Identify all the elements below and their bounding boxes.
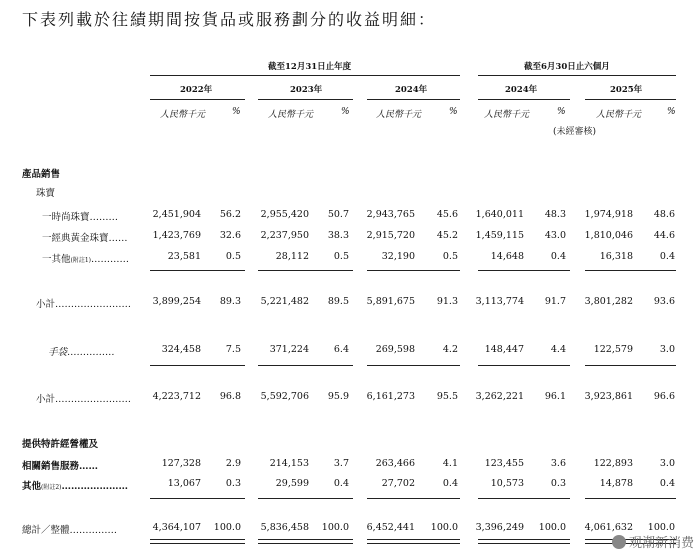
half-period-header: 截至6月30日止六個月 [524, 62, 610, 72]
subtotal2-cell-pct: 95.5 [436, 391, 458, 402]
franchise-cell-pct: 3.6 [550, 458, 566, 469]
row-handbag-label: 手袋…………… [48, 347, 115, 358]
year-2024-h1: 2024年 [505, 85, 538, 95]
classic-cell-amount: 2,237,950 [260, 230, 309, 241]
total-cell-amount: 6,452,441 [366, 522, 415, 533]
pct-header: % [232, 107, 241, 117]
double-rule [150, 539, 245, 544]
subtotal2-cell-amount: 4,223,712 [152, 391, 201, 402]
others_j-cell-pct: 0.4 [659, 251, 675, 262]
subtotal1-cell-pct: 91.3 [436, 296, 458, 307]
year-rule [478, 99, 570, 100]
total-cell-amount: 5,836,458 [260, 522, 309, 533]
subtotal2-cell-amount: 5,592,706 [260, 391, 309, 402]
watermark: 观潮新消费 [612, 532, 694, 551]
handbag-cell-pct: 7.5 [225, 344, 241, 355]
others_j-cell-amount: 16,318 [599, 251, 633, 262]
total-cell-pct: 100.0 [321, 522, 349, 533]
franchise-cell-amount: 127,328 [161, 458, 201, 469]
pct-header: % [667, 107, 676, 117]
franchise-cell-pct: 4.1 [442, 458, 458, 469]
classic-cell-amount: 2,915,720 [366, 230, 415, 241]
franchise-cell-pct: 3.7 [333, 458, 349, 469]
total-rule [150, 498, 245, 499]
handbag-cell-amount: 269,598 [375, 344, 415, 355]
row-fashion-label: 一時尚珠寶……… [42, 212, 119, 223]
subtotal2-cell-amount: 3,923,861 [584, 391, 633, 402]
subtotal-rule [367, 270, 460, 271]
unit-header: 人民幣千元 [376, 110, 422, 120]
fashion-cell-pct: 50.7 [327, 209, 349, 220]
others-cell-amount: 10,573 [490, 478, 524, 489]
handbag-cell-pct: 3.0 [659, 344, 675, 355]
others-cell-amount: 27,702 [381, 478, 415, 489]
annual-period-header: 截至12月31日止年度 [268, 62, 352, 72]
subtotal-rule [258, 270, 353, 271]
row-classic-label: 一經典黃金珠寶…… [42, 233, 128, 244]
subtotal1-cell-pct: 91.7 [544, 296, 566, 307]
total-rule [478, 498, 570, 499]
fashion-cell-pct: 45.6 [436, 209, 458, 220]
year-rule [150, 99, 245, 100]
total-cell-amount: 3,396,249 [475, 522, 524, 533]
subtotal-rule [585, 365, 676, 366]
subtotal1-cell-pct: 93.6 [653, 296, 675, 307]
subtotal-rule [150, 365, 245, 366]
subtotal1-cell-amount: 5,891,675 [366, 296, 415, 307]
classic-cell-amount: 1,423,769 [152, 230, 201, 241]
handbag-cell-pct: 6.4 [333, 344, 349, 355]
classic-cell-pct: 44.6 [653, 230, 675, 241]
pct-header: % [557, 107, 566, 117]
year-2025-h1: 2025年 [610, 85, 643, 95]
others_j-cell-pct: 0.4 [550, 251, 566, 262]
others-cell-pct: 0.4 [333, 478, 349, 489]
annual-header-rule [150, 75, 460, 76]
fashion-cell-amount: 1,974,918 [584, 209, 633, 220]
year-2022: 2022年 [180, 85, 213, 95]
total-cell-pct: 100.0 [647, 522, 675, 533]
handbag-cell-amount: 324,458 [161, 344, 201, 355]
total-cell-pct: 100.0 [213, 522, 241, 533]
handbag-cell-pct: 4.4 [550, 344, 566, 355]
total-rule [258, 498, 353, 499]
subtotal-rule [367, 365, 460, 366]
year-rule [367, 99, 460, 100]
unit-header: 人民幣千元 [268, 110, 314, 120]
fashion-cell-pct: 56.2 [219, 209, 241, 220]
classic-cell-pct: 32.6 [219, 230, 241, 241]
weibo-icon [612, 535, 626, 549]
fashion-cell-amount: 1,640,011 [475, 209, 524, 220]
row-franchise-label-a: 提供特許經營權及 [22, 439, 99, 450]
double-rule [258, 539, 353, 544]
row-jewelry: 珠寶 [36, 188, 56, 199]
subtotal-rule [258, 365, 353, 366]
pct-header: % [449, 107, 458, 117]
others-cell-pct: 0.4 [442, 478, 458, 489]
total-rule [367, 498, 460, 499]
subtotal-rule [150, 270, 245, 271]
others_j-cell-pct: 0.5 [225, 251, 241, 262]
franchise-cell-amount: 214,153 [269, 458, 309, 469]
handbag-cell-amount: 122,579 [593, 344, 633, 355]
double-rule [367, 539, 460, 544]
row-others-label: 其他(附註2)………………… [22, 481, 129, 492]
subtotal2-cell-pct: 96.8 [219, 391, 241, 402]
handbag-cell-amount: 148,447 [484, 344, 524, 355]
subtotal1-cell-amount: 3,899,254 [152, 296, 201, 307]
others-cell-amount: 29,599 [275, 478, 309, 489]
subtotal1-cell-amount: 3,113,774 [475, 296, 524, 307]
page-title: 下表列載於往績期間按貨品或服務劃分的收益明細： [22, 10, 437, 29]
row-total-label: 總計／整體…………… [22, 525, 118, 536]
others_j-cell-amount: 32,190 [381, 251, 415, 262]
classic-cell-amount: 1,810,046 [584, 230, 633, 241]
subtotal-rule [478, 270, 570, 271]
others_j-cell-amount: 14,648 [490, 251, 524, 262]
fashion-cell-pct: 48.3 [544, 209, 566, 220]
total-rule [585, 498, 676, 499]
franchise-cell-amount: 263,466 [375, 458, 415, 469]
fashion-cell-amount: 2,451,904 [152, 209, 201, 220]
classic-cell-amount: 1,459,115 [475, 230, 524, 241]
total-cell-amount: 4,061,632 [584, 522, 633, 533]
subtotal2-cell-amount: 3,262,221 [475, 391, 524, 402]
subtotal-rule [585, 270, 676, 271]
others-cell-pct: 0.3 [225, 478, 241, 489]
fashion-cell-pct: 48.6 [653, 209, 675, 220]
fashion-cell-amount: 2,955,420 [260, 209, 309, 220]
section-product-sales: 產品銷售 [22, 169, 61, 180]
subtotal-rule [478, 365, 570, 366]
fashion-cell-amount: 2,943,765 [366, 209, 415, 220]
unit-header: 人民幣千元 [596, 110, 642, 120]
classic-cell-pct: 45.2 [436, 230, 458, 241]
others-cell-amount: 13,067 [167, 478, 201, 489]
unaudited-note: (未經審核) [553, 127, 597, 137]
pct-header: % [341, 107, 350, 117]
subtotal1-cell-pct: 89.3 [219, 296, 241, 307]
others_j-cell-amount: 28,112 [275, 251, 309, 262]
subtotal2-cell-pct: 95.9 [327, 391, 349, 402]
franchise-cell-pct: 2.9 [225, 458, 241, 469]
row-subtotal2-label: 小計…………………… [36, 394, 132, 405]
year-2023: 2023年 [290, 85, 323, 95]
franchise-cell-amount: 123,455 [484, 458, 524, 469]
total-cell-pct: 100.0 [430, 522, 458, 533]
year-rule [585, 99, 676, 100]
others_j-cell-pct: 0.5 [333, 251, 349, 262]
half-header-rule [478, 75, 676, 76]
total-cell-pct: 100.0 [538, 522, 566, 533]
subtotal1-cell-amount: 3,801,282 [584, 296, 633, 307]
handbag-cell-amount: 371,224 [269, 344, 309, 355]
others_j-cell-pct: 0.5 [442, 251, 458, 262]
unit-header: 人民幣千元 [160, 110, 206, 120]
franchise-cell-amount: 122,893 [593, 458, 633, 469]
others_j-cell-amount: 23,581 [167, 251, 201, 262]
row-subtotal1-label: 小計…………………… [36, 299, 132, 310]
row-franchise-label-b: 相關銷售服務…… [22, 461, 99, 472]
total-cell-amount: 4,364,107 [152, 522, 201, 533]
row-others-j-label: 一其他(附註1)………… [42, 254, 130, 265]
year-2024: 2024年 [395, 85, 428, 95]
double-rule [478, 539, 570, 544]
others-cell-amount: 14,878 [599, 478, 633, 489]
subtotal2-cell-pct: 96.6 [653, 391, 675, 402]
year-rule [258, 99, 353, 100]
subtotal2-cell-amount: 6,161,273 [366, 391, 415, 402]
subtotal1-cell-amount: 5,221,482 [260, 296, 309, 307]
classic-cell-pct: 38.3 [327, 230, 349, 241]
franchise-cell-pct: 3.0 [659, 458, 675, 469]
others-cell-pct: 0.3 [550, 478, 566, 489]
others-cell-pct: 0.4 [659, 478, 675, 489]
subtotal2-cell-pct: 96.1 [544, 391, 566, 402]
subtotal1-cell-pct: 89.5 [327, 296, 349, 307]
classic-cell-pct: 43.0 [544, 230, 566, 241]
unit-header: 人民幣千元 [484, 110, 530, 120]
handbag-cell-pct: 4.2 [442, 344, 458, 355]
